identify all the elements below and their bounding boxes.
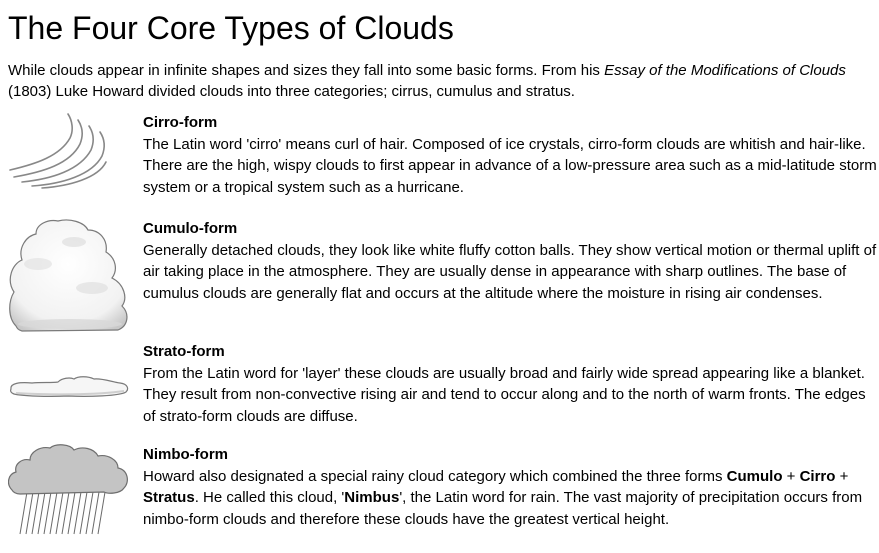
nimbo-form-section	[0, 444, 879, 553]
essay-title: Essay of the Modifications of Clouds	[604, 62, 846, 79]
nimbus-rain-cloud-icon	[8, 444, 130, 541]
term-nimbus: Nimbus	[344, 489, 400, 506]
nimbo-text-part2: . He called this cloud, '	[194, 489, 345, 506]
plus-sign-1: +	[782, 467, 800, 485]
cirro-form-section	[0, 112, 879, 202]
intro-paragraph	[8, 60, 874, 102]
strato-form-description: From the Latin word for 'layer' these clouds are usually broad and fairly wide spread appearing like a blanket. They result from non-convective rising air and tend to occur along and to the north of warm fronts. The edges of strato-form clouds are diffuse.	[143, 364, 866, 425]
page-title: The Four Core Types of Clouds	[8, 10, 454, 46]
strato-form-section	[0, 341, 879, 431]
cirrus-cloud-icon	[8, 112, 110, 195]
nimbo-form-text	[143, 444, 879, 530]
strato-form-text	[143, 341, 879, 427]
nimbo-form-heading: Nimbo-form	[143, 446, 228, 463]
cumulo-form-heading: Cumulo-form	[143, 220, 238, 237]
term-stratus: Stratus	[143, 489, 195, 506]
cumulo-form-description: Generally detached clouds, they look like white fluffy cotton balls. They show vertical motion or thermal uplift of air taking place in the atmosphere. They are usually dense in appearance with sharp outlines. The base of cumulus clouds are generally flat and occurs at the altitude where the moisture in rising air condenses.	[143, 241, 877, 302]
cirro-form-heading: Cirro-form	[143, 114, 218, 131]
cumulo-form-section	[0, 218, 879, 336]
intro-text-start: While clouds appear in infinite shapes and sizes they fall into some basic forms. From his	[8, 62, 605, 79]
nimbo-text-part3: ', the Latin word for rain. The vast majority of precipitation occurs from nimbo-form clouds and therefore these clouds have the greatest vertical height.	[143, 489, 863, 528]
term-cumulo: Cumulo	[726, 467, 783, 485]
cumulo-form-text	[143, 218, 879, 304]
strato-form-heading: Strato-form	[143, 343, 225, 360]
plus-sign-2: +	[835, 467, 849, 485]
nimbo-text-part1: Howard also designated a special rainy cloud category which combined the three forms	[143, 467, 727, 485]
cirro-form-description: The Latin word 'cirro' means curl of hair. Composed of ice crystals, cirro-form clouds are whitish and hair-like. There are the high, wispy clouds to first appear in advance of a low-pressure area such as a mid-latitude storm system or a tropical system such as a hurricane.	[143, 135, 877, 196]
intro-text-end: (1803) Luke Howard divided clouds into three categories; cirrus, cumulus and stratus.	[8, 83, 575, 100]
term-cirro: Cirro	[799, 467, 836, 485]
cumulus-cloud-icon	[8, 218, 130, 339]
stratus-cloud-icon	[8, 375, 130, 406]
nimbo-form-description	[143, 466, 879, 531]
cirro-form-text	[143, 112, 879, 198]
